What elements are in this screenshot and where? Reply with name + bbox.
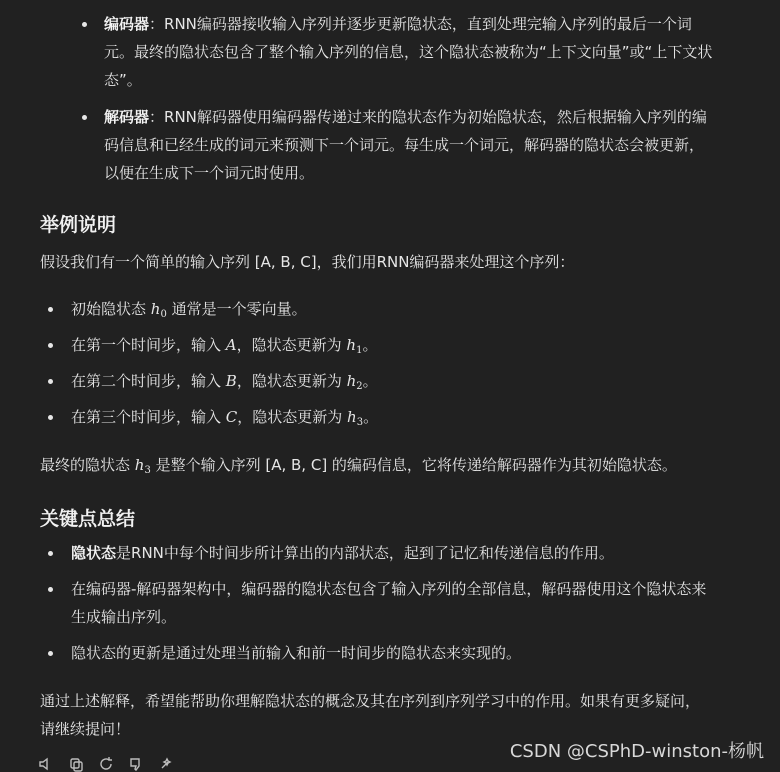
decoder-line-2: 码信息和已经生成的词元来预测下一个词元。每生成一个词元，解码器的隐状态会被更新， [104, 136, 705, 154]
encoder-line-3: 态”。 [104, 71, 142, 89]
bullet [82, 115, 87, 120]
bullet [48, 551, 53, 556]
encoder-line-2: 元。最终的隐状态包含了整个输入序列的信息，这个隐状态被称为“上下文向量”或“上下文状 [104, 43, 713, 61]
decoder-line-1: 解码器：RNN解码器使用编码器传递过来的隐状态作为初始隐状态，然后根据输入序列的编 [104, 108, 707, 126]
bullet [48, 651, 53, 656]
encoder-term: 编码器 [104, 15, 150, 33]
message-toolbar [38, 756, 174, 772]
speaker-icon[interactable] [38, 756, 54, 772]
regenerate-icon[interactable] [98, 756, 114, 772]
summary-item-1: 隐状态是RNN中每个时间步所计算出的内部状态，起到了记忆和传递信息的作用。 [71, 544, 614, 562]
summary-item-2-line-1: 在编码器-解码器架构中，编码器的隐状态包含了输入序列的全部信息，解码器使用这个隐状态来 [71, 580, 707, 598]
copy-icon[interactable] [68, 756, 84, 772]
model-switch-icon[interactable] [158, 756, 174, 772]
bullet [82, 22, 87, 27]
example-step-3: 在第三个时间步，输入 C，隐状态更新为 $h_3$。 [71, 408, 379, 428]
summary-heading: 关键点总结 [40, 508, 136, 530]
decoder-line-3: 以便在生成下一个词元时使用。 [104, 164, 315, 182]
closing-line-2: 请继续提问！ [40, 720, 131, 738]
example-step-0: 初始隐状态 $h_0$ 通常是一个零向量。 [71, 300, 307, 320]
summary-item-3: 隐状态的更新是通过处理当前输入和前一时间步的隐状态来实现的。 [71, 644, 522, 662]
thumbs-down-icon[interactable] [128, 756, 144, 772]
example-heading: 举例说明 [40, 214, 117, 236]
bullet [48, 307, 53, 312]
example-final: 最终的隐状态 $h_3$ 是整个输入序列 [A, B, C] 的编码信息，它将传递给解码器作为其初始隐状态。 [40, 456, 677, 476]
example-step-2: 在第二个时间步，输入 B，隐状态更新为 $h_2$。 [71, 372, 378, 392]
example-step-1: 在第一个时间步，输入 A，隐状态更新为 $h_1$。 [71, 336, 378, 356]
bullet [48, 415, 53, 420]
decoder-term: 解码器 [104, 108, 150, 126]
closing-line-1: 通过上述解释，希望能帮助你理解隐状态的概念及其在序列到序列学习中的作用。如果有更多疑问， [40, 692, 701, 710]
summary-item-2-line-2: 生成输出序列。 [71, 608, 177, 626]
example-intro: 假设我们有一个简单的输入序列 [A, B, C]，我们用RNN编码器来处理这个序列： [40, 253, 575, 271]
watermark: CSDN @CSPhD-winston-杨帆 [509, 741, 764, 762]
bullet [48, 343, 53, 348]
bullet [48, 379, 53, 384]
encoder-line-1: 编码器：RNN编码器接收输入序列并逐步更新隐状态，直到处理完输入序列的最后一个词 [104, 15, 692, 33]
bullet [48, 587, 53, 592]
